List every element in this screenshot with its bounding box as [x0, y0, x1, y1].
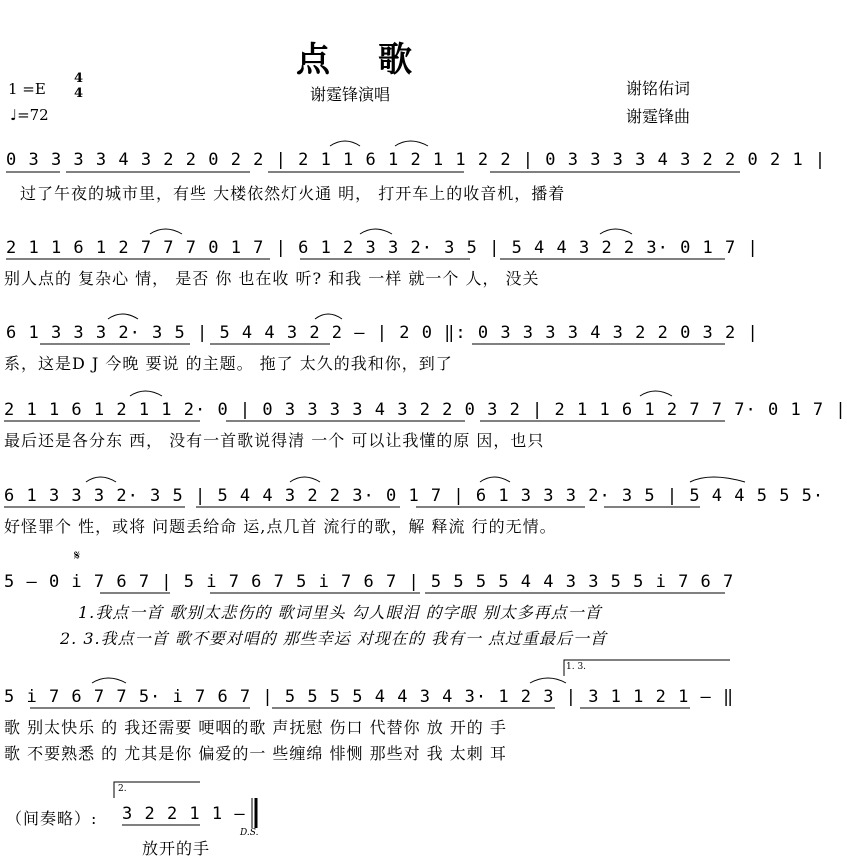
lyricist-credit: 谢铭佑词: [626, 79, 691, 98]
dal-segno-mark: D.S.: [240, 828, 259, 838]
lyric-line: 最后还是各分东 西， 没有一首歌说得清 一个 可以让我懂的原 因，也只: [4, 431, 545, 450]
time-signature-top: 4: [74, 71, 84, 86]
lyric-line: 放开的手: [142, 839, 211, 858]
interlude-note: （间奏略）:: [6, 809, 98, 828]
composer-credit: 谢霆锋曲: [626, 107, 691, 126]
lyric-line: 过了午夜的城市里，有些 大楼依然灯火通 明， 打开车上的收音机，播着: [20, 184, 566, 203]
notation-line: 2 1 1 6 1 2 7 7 7 0 1 7 | 6 1 2 3 3 2· 3 5 | 5 4 4 3 2 2 3· 0 1 7 |: [6, 238, 759, 258]
tie-arc: [150, 229, 182, 234]
lyric-line: 别人点的 复杂心 情， 是否 你 也在收 听? 和我 一样 就一个 人， 没关: [4, 269, 540, 288]
tie-arc: [480, 477, 510, 482]
key-signature: 1 =E: [8, 80, 46, 98]
notation-line: 5 i 7 6 7 7 5· i 7 6 7 | 5 5 5 5 4 4 3 4 3· 1 2 3 | 3 1 1 2 1 — ‖: [4, 687, 735, 707]
notation-line: 6 1 3 3 3 2· 3 5 | 5 4 4 3 2 2 3· 0 1 7 | 6 1 3 3 3 2· 3 5 | 5 4 4 5 5 5·: [4, 486, 825, 506]
tempo-marking: ♩=72: [10, 106, 49, 124]
tie-arc: [86, 477, 116, 482]
tie-arc: [640, 391, 672, 396]
volta-label: 1. 3.: [566, 662, 587, 672]
lyric-line: 系，这是D J 今晚 要说 的主题。 拖了 太久的我和你，到了: [4, 354, 453, 373]
tie-arc: [600, 229, 632, 234]
notation-line: 6 1 3 3 3 2· 3 5 | 5 4 4 3 2 2 — | 2 0 ‖: 0 3 3 3 3 4 3 2 2 0 3 2 |: [6, 323, 759, 343]
time-signature-bottom: 4: [74, 86, 84, 101]
tie-arc: [315, 314, 342, 319]
volta-label: 2.: [118, 784, 127, 794]
lyric-line-verse-2: 歌 不要熟悉 的 尤其是你 偏爱的一 些缠绵 悱恻 那些对 我 太刺 耳: [4, 744, 507, 763]
tie-arc: [108, 314, 138, 319]
tie-arc: [690, 477, 745, 482]
tie-arc: [92, 678, 126, 683]
lyric-line-verse-1: 歌 别太快乐 的 我还需要 哽咽的歌 声抚慰 伤口 代替你 放 开的 手: [4, 718, 507, 737]
lyric-line-verse-1: 1.我点一首 歌别太悲伤的 歌词里头 勾人眼泪 的字眼 别太多再点一首: [78, 603, 602, 622]
tie-arc: [360, 229, 392, 234]
notation-line: 2 1 1 6 1 2 1 1 2· 0 | 0 3 3 3 3 4 3 2 2 0 3 2 | 2 1 1 6 1 2 7 7 7· 0 1 7 |: [4, 400, 847, 420]
notation-line: 0 3 3 3 3 4 3 2 2 0 2 2 | 2 1 1 6 1 2 1 1 2 2 | 0 3 3 3 3 4 3 2 2 0 2 1 |: [6, 150, 827, 170]
tie-arc: [130, 391, 162, 396]
performer-credit: 谢霆锋演唱: [310, 85, 391, 104]
tie-arc: [530, 678, 566, 683]
tie-arc: [395, 141, 428, 146]
song-title: 点歌: [296, 40, 460, 80]
lyric-line-verse-2: 2. 3.我点一首 歌不要对唱的 那些幸运 对现在的 我有一 点过重最后一首: [60, 629, 608, 648]
notation-line: 5 — 0 i 7 6 7 | 5 i 7 6 7 5 i 7 6 7 | 5 5 5 5 4 4 3 3 5 5 i 7 6 7: [4, 572, 735, 592]
tie-arc: [290, 477, 320, 482]
volta-bracket: [564, 660, 730, 676]
volta-bracket: [114, 782, 200, 798]
segno-sign: 𝄋: [74, 548, 81, 564]
tie-arc: [330, 141, 360, 146]
lyric-line: 好怪罪个 性，或将 问题丢给命 运,点几首 流行的歌，解 释流 行的无情。: [4, 517, 557, 536]
notation-line: 3 2 2 1 1 —: [122, 804, 246, 824]
